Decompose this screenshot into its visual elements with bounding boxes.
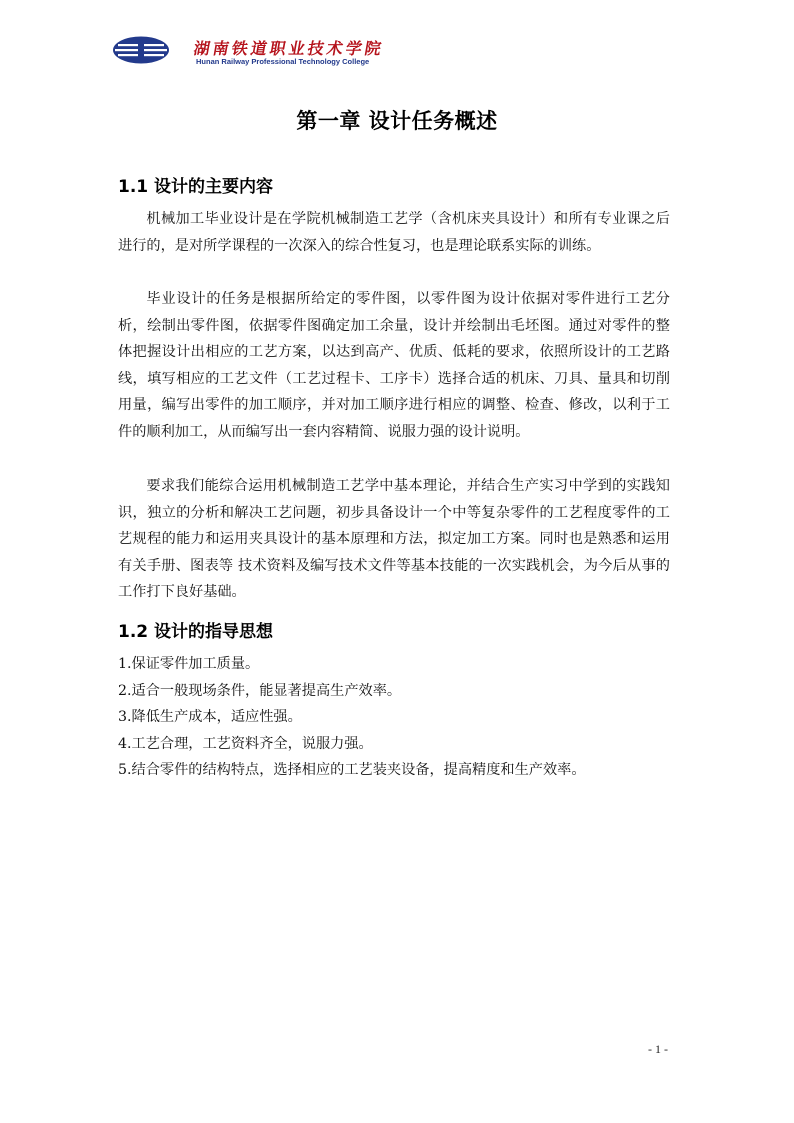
paragraph-2: 毕业设计的任务是根据所给定的零件图，以零件图为设计依据对零件进行工艺分析，绘制出零件图，依据零件图确定加工余量，设计并绘制出毛坯图。通过对零件的整体把握设计出相应的工艺方案，以达到高产、优质、低耗的要求，依照所设计的工艺路线，填写相应的工艺文件（工艺过程卡、工序卡）选择合适的机床、刀具、量具和切削用量，编写出零件的加工顺序，并对加工顺序进行相应的调整、检查、修改，以利于工件的顺利加工，从而编写出一套内容精简、说服力强的设计说明。: [118, 291, 670, 440]
list-item: 5.结合零件的结构特点，选择相应的工艺装夹设备，提高精度和生产效率。: [118, 762, 586, 778]
guideline-list: [118, 651, 678, 784]
college-name-en: Hunan Railway Professional Technology College: [196, 57, 370, 66]
list-item: 1.保证零件加工质量。: [118, 656, 260, 672]
chapter-title: 第一章 设计任务概述: [296, 109, 498, 133]
paragraph-1: 机械加工毕业设计是在学院机械制造工艺学（含机床夹具设计）和所有专业课之后进行的，是对所学课程的一次深入的综合性复习，也是理论联系实际的训练。: [118, 211, 670, 254]
list-item: 3.降低生产成本，适应性强。: [118, 709, 302, 725]
paragraph-3: 要求我们能综合运用机械制造工艺学中基本理论，并结合生产实习中学到的实践知识，独立的分析和解决工艺问题，初步具备设计一个中等复杂零件的工艺程度零件的工艺规程的能力和运用夹具设计的基本原理和方法，拟定加工方案。同时也是熟悉和运用有关手册、图表等 技术资料及编写技术文件等基本技能的一次实践机会，为今后从事的工作打下良好基础。: [118, 478, 670, 600]
college-logo-icon: [112, 35, 170, 65]
page-header: [112, 30, 424, 70]
page-number: - 1 -: [648, 1042, 668, 1056]
section-title-1-2: 1.2 设计的指导思想: [118, 622, 274, 642]
list-item: 4.工艺合理，工艺资料齐全，说服力强。: [118, 735, 373, 752]
section-title-1-1: 1.1 设计的主要内容: [118, 177, 274, 197]
list-item: 2.适合一般现场条件，能显著提高生产效率。: [118, 682, 402, 699]
college-name-cn: 湖南铁道职业技术学院: [192, 39, 386, 58]
